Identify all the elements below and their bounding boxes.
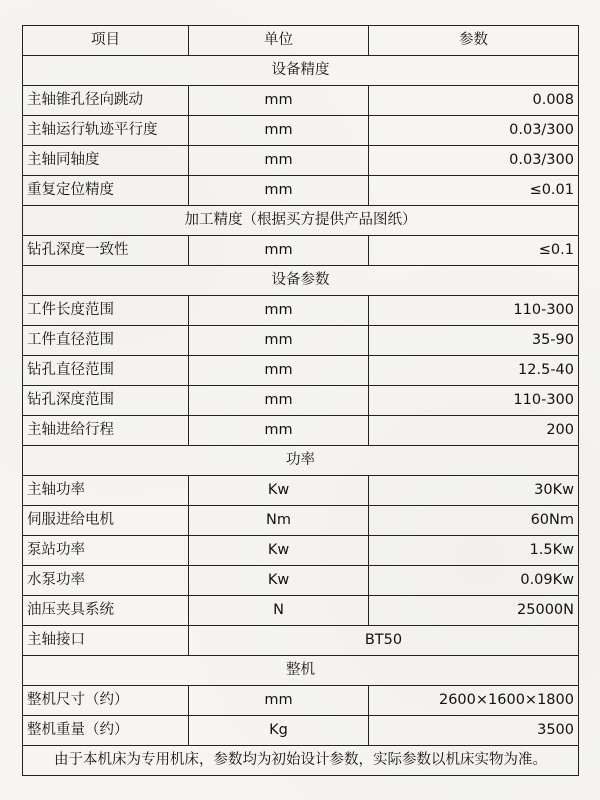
spec-value: 3500 — [369, 716, 579, 746]
spec-name: 工件直径范围 — [23, 326, 189, 356]
header-item: 项目 — [23, 26, 189, 56]
spec-row — [23, 416, 579, 446]
spec-unit: mm — [189, 116, 369, 146]
spec-name: 整机重量（约） — [23, 716, 189, 746]
spec-unit: Kw — [189, 476, 369, 506]
spec-name: 主轴进给行程 — [23, 416, 189, 446]
header-unit: 单位 — [189, 26, 369, 56]
spec-unit: mm — [189, 146, 369, 176]
section-title: 加工精度（根据买方提供产品图纸） — [23, 206, 579, 236]
section-row — [23, 656, 579, 686]
section-title: 设备参数 — [23, 266, 579, 296]
footnote: 由于本机床为专用机床，参数均为初始设计参数，实际参数以机床实物为准。 — [23, 746, 579, 776]
spec-name: 重复定位精度 — [23, 176, 189, 206]
spec-merged-value: BT50 — [189, 626, 579, 656]
spec-value: 0.09Kw — [369, 566, 579, 596]
spec-value: 1.5Kw — [369, 536, 579, 566]
spec-row — [23, 476, 579, 506]
spec-value: 30Kw — [369, 476, 579, 506]
spec-name: 泵站功率 — [23, 536, 189, 566]
spec-value: 0.03/300 — [369, 146, 579, 176]
spec-table-body — [23, 26, 579, 776]
spec-unit: N — [189, 596, 369, 626]
spec-row — [23, 356, 579, 386]
spec-name: 主轴锥孔径向跳动 — [23, 86, 189, 116]
spec-row — [23, 716, 579, 746]
spec-name: 工件长度范围 — [23, 296, 189, 326]
spec-value: 110-300 — [369, 296, 579, 326]
spec-name: 主轴运行轨迹平行度 — [23, 116, 189, 146]
spec-value: ≤0.1 — [369, 236, 579, 266]
spec-value: 0.03/300 — [369, 116, 579, 146]
spec-unit: mm — [189, 86, 369, 116]
spec-row — [23, 176, 579, 206]
spec-unit: mm — [189, 416, 369, 446]
spec-row — [23, 506, 579, 536]
spec-value: ≤0.01 — [369, 176, 579, 206]
spec-row — [23, 566, 579, 596]
spec-name: 伺服进给电机 — [23, 506, 189, 536]
spec-row — [23, 686, 579, 716]
spec-row — [23, 326, 579, 356]
spec-row — [23, 116, 579, 146]
spec-value: 60Nm — [369, 506, 579, 536]
spec-name: 整机尺寸（约） — [23, 686, 189, 716]
spec-value: 2600×1600×1800 — [369, 686, 579, 716]
section-title: 设备精度 — [23, 56, 579, 86]
spec-value: 12.5-40 — [369, 356, 579, 386]
spec-unit: mm — [189, 386, 369, 416]
section-row — [23, 266, 579, 296]
spec-value: 110-300 — [369, 386, 579, 416]
header-param: 参数 — [369, 26, 579, 56]
spec-unit: Kw — [189, 566, 369, 596]
spec-value: 25000N — [369, 596, 579, 626]
spec-row — [23, 536, 579, 566]
spec-row — [23, 146, 579, 176]
spec-row — [23, 596, 579, 626]
spec-name: 钻孔深度范围 — [23, 386, 189, 416]
spec-unit: mm — [189, 686, 369, 716]
spec-name: 主轴同轴度 — [23, 146, 189, 176]
section-row — [23, 446, 579, 476]
spec-row — [23, 626, 579, 656]
header-row — [23, 26, 579, 56]
spec-name: 钻孔深度一致性 — [23, 236, 189, 266]
spec-value: 200 — [369, 416, 579, 446]
spec-name: 钻孔直径范围 — [23, 356, 189, 386]
section-row — [23, 56, 579, 86]
spec-unit: mm — [189, 356, 369, 386]
spec-unit: mm — [189, 296, 369, 326]
spec-name: 主轴接口 — [23, 626, 189, 656]
spec-unit: mm — [189, 176, 369, 206]
spec-name: 水泵功率 — [23, 566, 189, 596]
spec-unit: mm — [189, 326, 369, 356]
spec-name: 油压夹具系统 — [23, 596, 189, 626]
spec-unit: Kw — [189, 536, 369, 566]
spec-row — [23, 86, 579, 116]
spec-unit: Kg — [189, 716, 369, 746]
spec-row — [23, 236, 579, 266]
spec-value: 35-90 — [369, 326, 579, 356]
section-title: 整机 — [23, 656, 579, 686]
spec-row — [23, 386, 579, 416]
spec-unit: mm — [189, 236, 369, 266]
section-title: 功率 — [23, 446, 579, 476]
spec-name: 主轴功率 — [23, 476, 189, 506]
spec-unit: Nm — [189, 506, 369, 536]
spec-table — [22, 25, 579, 776]
spec-row — [23, 296, 579, 326]
footnote-row — [23, 746, 579, 776]
spec-value: 0.008 — [369, 86, 579, 116]
section-row — [23, 206, 579, 236]
